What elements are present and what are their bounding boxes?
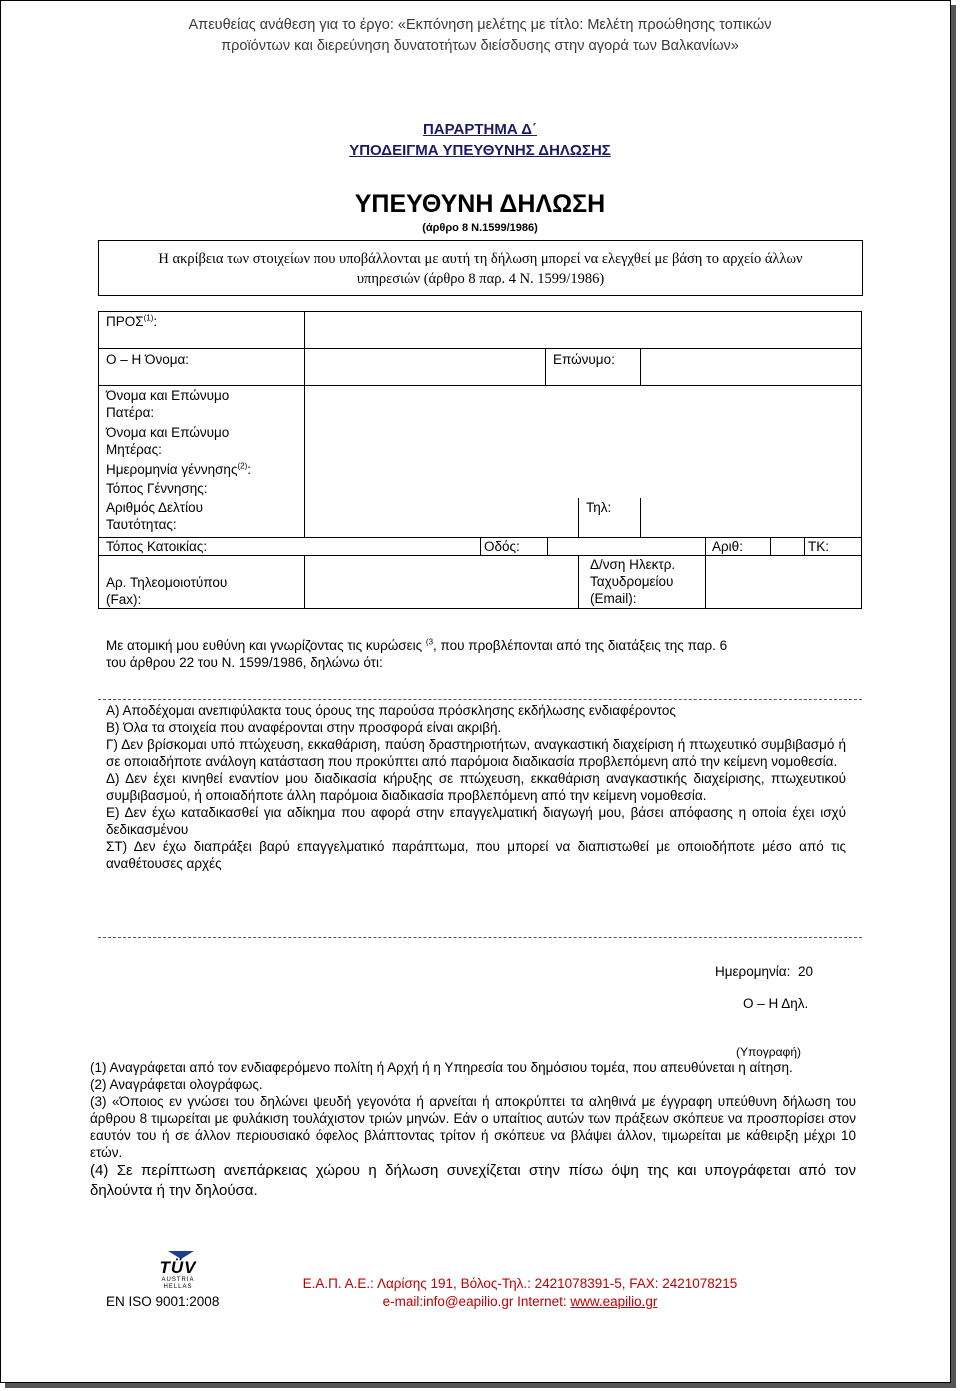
- declaration-article: (άρθρο 8 Ν.1599/1986): [422, 222, 538, 234]
- statement-item-e: Ε) Δεν έχω καταδικασθεί για αδίκημα που αφορά στην επαγγελματική διαγωγή μου, βάσει απόφασης η οποία έχει ισχύ δεδικασμένου: [106, 805, 846, 837]
- email-field[interactable]: [707, 557, 860, 608]
- accuracy-line-1: Η ακρίβεια των στοιχείων που υποβάλλονται με αυτή τη δήλωση μπορεί να ελεγχθεί με βάση το αρχείο άλλων: [158, 251, 803, 267]
- statement-item-a: Α) Αποδέχομαι ανεπιφύλακτα τους όρους της παρούσα πρόσκλησης εκδήλωσης ενδιαφέροντος: [106, 703, 676, 718]
- declaration-title: ΥΠΕΥΘΥΝΗ ΔΗΛΩΣΗ: [354, 190, 606, 218]
- tuv-logo-text: TÜV: [159, 1258, 197, 1277]
- tuv-logo-subtitle: AUSTRIA HELLAS: [161, 1277, 195, 1290]
- dashed-separator-bottom: [98, 937, 862, 938]
- mother-name-label: Όνομα και Επώνυμο Μητέρας:: [106, 425, 230, 457]
- project-header-line-2: προϊόντων και διερεύνηση δυνατοτήτων διείσδυσης στην αγορά των Βαλκανίων»: [221, 38, 739, 54]
- father-name-label: Όνομα και Επώνυμο Πατέρα:: [106, 388, 230, 420]
- birthdate-label: Ημερομηνία γέννησης$^{(2)}$:: [106, 461, 251, 477]
- dashed-separator-top: [98, 699, 862, 700]
- phone-field[interactable]: [642, 499, 860, 536]
- annex-title: ΠΑΡΑΡΤΗΜΑ Δ΄: [422, 121, 538, 138]
- statement-items: [106, 702, 846, 872]
- email-label: Δ/νση Ηλεκτρ. Ταχυδρομείου (Email):: [590, 557, 676, 606]
- note-1: (1) Αναγράφεται από τον ενδιαφερόμενο πολίτη ή Αρχή ή η Υπηρεσία του δημόσιου τομέα, που απευθύνεται η αίτηση.: [90, 1060, 793, 1075]
- to-field[interactable]: [306, 313, 860, 347]
- statement-intro: Με ατομική μου ευθύνη και γνωρίζοντας τις κυρώσεις $^{(3}$, που προβλέπονται από της διατάξεις της παρ. 6 του άρθρου 22 του Ν. 1599/1986, δηλώνω ότι:: [106, 637, 728, 670]
- name-field[interactable]: [306, 350, 544, 384]
- date-label: Ημερομηνία:: [715, 964, 791, 979]
- parent-birth-fields[interactable]: [306, 387, 860, 497]
- name-label: Ο – Η Όνομα:: [106, 352, 190, 367]
- note-3: (3) «Όποιος εν γνώσει του δηλώνει ψευδή γεγονότα ή αρνείται ή αποκρύπτει τα αληθινά με έγγραφη υπεύθυνη δήλωση του άρθρου 8 τιμωρείται με φυλάκιση τουλάχιστον τριών μηνών. Εάν ο υπαίτιος αυτών των πράξεων σκόπευε να προσπορίσει στον εαυτόν του ή σε άλλον περιουσιακό όφελος βλάπτοντας τρίτον ή σκόπευε να βλάψει άλλον, τιμωρείται με κάθειρξη μέχρι 10 ετών.: [90, 1094, 856, 1160]
- statement-item-c: Γ) Δεν βρίσκομαι υπό πτώχευση, εκκαθάριση, παύση δραστηριοτήτων, αναγκαστική διαχείριση ή πτωχευτικό συμβιβασμό ή σε οποιαδήποτε ανάλογη κατάσταση που προκύπτει από παρόμοια διαδικασία προβλεπόμενη από την κείμενη νομοθεσία.: [106, 737, 846, 769]
- birthplace-label: Τόπος Γέννησης:: [106, 481, 208, 496]
- id-card-label: Αριθμός Δελτίου Ταυτότητας:: [106, 500, 203, 532]
- date-year: 20: [798, 964, 814, 979]
- zip-label: ΤΚ:: [808, 539, 830, 554]
- project-header-line-1: Απευθείας ανάθεση για το έργο: «Εκπόνηση μελέτης με τίτλο: Μελέτη προώθησης τοπικών: [188, 17, 772, 33]
- note-2: (2) Αναγράφεται ολογράφως.: [90, 1077, 263, 1092]
- annex-subtitle: ΥΠΟΔΕΙΓΜΑ ΥΠΕΥΘΥΝΗΣ ΔΗΛΩΣΗΣ: [349, 142, 611, 159]
- statement-item-f: ΣΤ) Δεν έχω διαπράξει βαρύ επαγγελματικό παράπτωμα, που μπορεί να διαπιστωθεί με οποιοδήποτε μέσο από τις αναθέτουσες αρχές: [106, 839, 846, 871]
- accuracy-box: [98, 240, 863, 296]
- residence-label: Τόπος Κατοικίας:: [106, 539, 208, 554]
- fax-field[interactable]: [306, 557, 576, 608]
- phone-label: Τηλ:: [586, 500, 612, 515]
- note-4: (4) Σε περίπτωση ανεπάρκειας χώρου η δήλωση συνεχίζεται στην πίσω όψη της και υπογράφεται από τον δηλούντα ή την δηλούσα.: [90, 1162, 856, 1199]
- signature-label: (Υπογραφή): [736, 1045, 801, 1059]
- notes: [90, 1059, 856, 1201]
- website-link[interactable]: www.eapilio.gr: [570, 1294, 658, 1309]
- iso-certification: EN ISO 9001:2008: [106, 1294, 220, 1309]
- statement-item-d: Δ) Δεν έχει κινηθεί εναντίον μου διαδικασία κήρυξης σε πτώχευση, εκκαθάριση αναγκαστικής διαχείρισης, πτωχευτικού συμβιβασμού, ή οποιαδήποτε άλλη παρόμοια διαδικασία προβλεπόμενη από την κείμενη νομοθεσία.: [106, 771, 846, 803]
- footer-address: Ε.Α.Π. Α.Ε.: Λαρίσης 191, Βόλος-Τηλ.: 2421078391-5, FAX: 2421078215: [302, 1276, 738, 1291]
- fax-label: Αρ. Τηλεομοιοτύπου (Fax):: [106, 575, 228, 607]
- number-label: Αριθ:: [712, 539, 743, 554]
- surname-label: Επώνυμο:: [553, 352, 615, 367]
- accuracy-line-2: υπηρεσιών (άρθρο 8 παρ. 4 Ν. 1599/1986): [356, 271, 605, 287]
- surname-field[interactable]: [642, 350, 860, 384]
- declarant-label: Ο – Η Δηλ.: [743, 996, 809, 1011]
- to-label: ΠΡΟΣ$^{(1)}$:: [106, 313, 158, 329]
- footer-contact: e-mail:info@eapilio.gr Internet: www.eapilio.gr: [382, 1294, 658, 1309]
- tuv-logo: [148, 1249, 208, 1293]
- statement-item-b: Β) Όλα τα στοιχεία που αναφέρονται στην προσφορά είναι ακριβή.: [106, 720, 502, 735]
- street-label: Οδός:: [484, 539, 520, 554]
